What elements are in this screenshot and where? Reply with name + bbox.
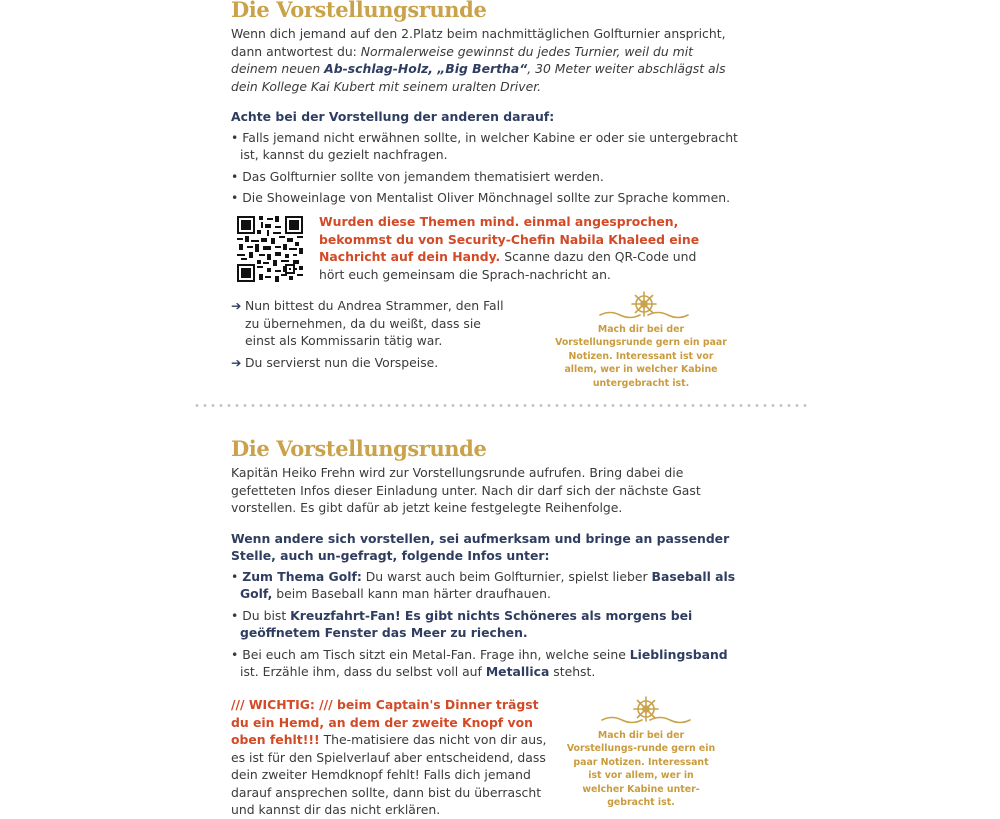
section-2-title: Die Vorstellungsrunde xyxy=(231,436,487,461)
arrow-right-icon: ➔ xyxy=(231,354,242,370)
arrow-right-icon: ➔ xyxy=(231,298,242,313)
list-item: ➔ Du servierst nun die Vorspeise. xyxy=(231,354,439,370)
section-1-subheading: Achte bei der Vorstellung der anderen darauf: xyxy=(231,109,555,124)
list-item: • Du bist Kreuzfahrt-Fan! Es gibt nichts Schöneres als morgens bei geöffnetem Fenster das Meer zu riechen. xyxy=(231,607,693,640)
arrow-list xyxy=(231,297,511,371)
section-1-intro: Wenn dich jemand auf den 2.Platz beim nachmittäglichen Golfturnier anspricht, dann antwortest du: Normalerweise gewinnst du jedes Turnier, weil du mit deinem neuen Ab-schlag-Holz, „Big Bertha“, 30 Meter weiter abschlägst als dein Kollege Kai Kubert mit seinem uralten Driver. xyxy=(231,26,726,94)
section-2-subheading: Wenn andere sich vorstellen, sei aufmerksam und bringe an passender Stelle, auch un-gefragt, folgende Infos unter: xyxy=(231,530,730,563)
qr-code-icon xyxy=(237,216,303,282)
list-item: • Zum Thema Golf: Du warst auch beim Golfturnier, spielst lieber Baseball als Golf, beim Baseball kann man härter draufhauen. xyxy=(231,568,736,601)
ship-wheel-icon xyxy=(600,695,692,725)
list-item: • Bei euch am Tisch sitzt ein Metal-Fan. Frage ihn, welche seine Lieblingsband ist. Erzähle ihm, dass du selbst voll auf Metallica stehst. xyxy=(231,646,728,679)
section-1-title: Die Vorstellungsrunde xyxy=(231,0,487,22)
list-item: • Falls jemand nicht erwähnen sollte, in welcher Kabine er oder sie untergebracht ist, kannst du gezielt nachfragen. xyxy=(231,129,738,162)
ship-wheel-icon xyxy=(598,290,690,320)
list-item: ➔ Nun bittest du Andrea Strammer, den Fall zu übernehmen, da du weißt, dass sie einst als Kommissarin tätig war. xyxy=(231,298,504,348)
qr-instructions: Wurden diese Themen mind. einmal angesprochen, bekommst du von Security-Chefin Nabila Khaleed eine Nachricht auf dein Handy. Scanne dazu den QR-Code und hört euch gemeinsam die Sprach-nachricht an. xyxy=(319,214,700,282)
dotted-divider xyxy=(193,404,807,407)
section-2 xyxy=(231,436,741,681)
list-item: • Die Showeinlage von Mentalist Oliver Mönchnagel sollte zur Sprache kommen. xyxy=(231,190,731,205)
list-item: • Das Golfturnier sollte von jemandem thematisiert werden. xyxy=(231,168,604,184)
section-1 xyxy=(231,0,741,207)
notes-hint: Mach dir bei der Vorstellungs-runde gern ein paar Notizen. Interessant ist vor allem, wer in welcher Kabine unter-gebracht ist. xyxy=(566,730,716,809)
section-2-intro: Kapitän Heiko Frehn wird zur Vorstellungsrunde aufrufen. Bring dabei die gefetteten Infos dieser Einladung unter. Nach dir darf sich der nächste Gast vorstellen. Es gibt dafür ab jetzt keine festgelegte Reihenfolge. xyxy=(231,465,701,515)
important-warning: /// WICHTIG: /// beim Captain's Dinner trägst du ein Hemd, an dem der zweite Knopf von oben fehlt!!! The-matisiere das nicht von dir aus, es ist für den Spielverlauf aber entscheidend, dass dein zweiter Hemdknopf fehlt! Falls dich jemand darauf ansprechen sollte, dann bist du überrascht und kannst dir das nicht erklären. xyxy=(231,697,547,817)
notes-hint: Mach dir bei der Vorstellungsrunde gern ein paar Notizen. Interessant ist vor allem, wer in welcher Kabine untergebracht ist. xyxy=(555,324,727,389)
